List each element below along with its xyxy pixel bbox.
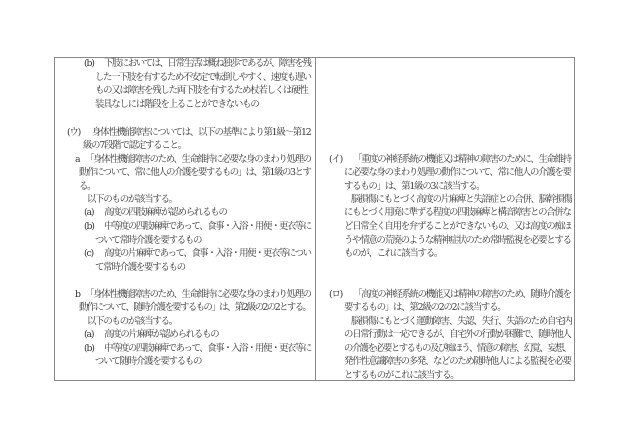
sub-label: (a) xyxy=(84,207,94,218)
text-line: 下肢においては、日常生活は概ね独歩であるが、障害を残 xyxy=(104,58,311,69)
text-line: て常時介護を要するもの xyxy=(95,262,185,273)
text-line: 「身体性機能障害のため、生命維持に必要な身のまわり処理の xyxy=(85,154,311,165)
sub-label: (c) xyxy=(84,248,93,259)
text-line: にもとづく用廃に準ずる程度の四肢麻痺と構音障害との合併な xyxy=(344,207,571,218)
note: 以下のものが該当する。 xyxy=(87,316,177,327)
item-label: (イ) xyxy=(329,154,343,165)
text-line: の介護を必要とするもの及び痴ほう、情意の障害、幻覚、妄想、 xyxy=(344,343,571,354)
text-line: 中等度の四肢麻痺であって、食事・入浴・用便・更衣等に xyxy=(104,221,311,232)
text-line: もの又は障害を残した両下肢を有するため杖若しくは硬性 xyxy=(95,85,308,96)
text-line: 脳損傷にもとづく高度の片麻痺と失語症との合併、脳幹損傷 xyxy=(351,194,572,205)
text-line: とするものがこれに該当する。 xyxy=(344,370,459,381)
section-heading: 級の7段階で認定すること。 xyxy=(83,140,186,151)
text-line: 発作性意識障害の多発、などのため随時他人による監視を必要 xyxy=(344,356,571,367)
text-line: 動作について、常に他人の介護を要するもの」は、第1級の3とす xyxy=(79,167,311,178)
text-line: 「重度の神経系統の機能又は精神の障害のために、生命維持 xyxy=(353,154,571,165)
text-line: ど日常全く自用を弁ずることができないもの、又は高度の痴ほ xyxy=(344,221,571,232)
text-line: 動作について、随時介護を要するもの」は、第2級の2の2とする。 xyxy=(79,302,311,313)
text-line: 要するもの」は、第2級の2の2に該当する。 xyxy=(344,302,506,313)
item-label: b xyxy=(75,289,80,300)
text-line: 高度の片麻痺が認められるもの xyxy=(104,329,219,340)
section-heading: 身体性機能障害については、以下の基準により第1級～第12 xyxy=(92,127,311,138)
sub-label: (a) xyxy=(84,329,94,340)
text-line: した一下肢を有するため不安定で転倒しやすく、速度も遅い xyxy=(95,72,311,83)
text-line: するもの」は、第1級の3に該当する。 xyxy=(344,181,485,192)
text-line: 「身体性機能障害のため、生命維持に必要な身のまわり処理の xyxy=(85,289,311,300)
section-label: (ウ) xyxy=(67,127,81,138)
text-line: 脳損傷にもとづく運動障害、失認、失行、失語のため自宅内 xyxy=(351,316,572,327)
text-line: うや情意の荒廃のような精神症状のため常時監視を必要とする xyxy=(344,235,571,246)
text-line: ものが、これに該当する。 xyxy=(344,248,443,259)
text-line: の日常行動は一応できるが、自宅外の行動が困難で、随時他人 xyxy=(344,329,571,340)
sub-label: (b) xyxy=(84,221,94,232)
text-line: ついて随時介護を要するもの xyxy=(95,356,202,367)
text-line: に必要な身のまわり処理の動作について、常に他人の介護を要 xyxy=(344,167,571,178)
sub-label: (b) xyxy=(84,343,94,354)
column-divider xyxy=(315,57,316,381)
item-label: a xyxy=(75,154,80,165)
text-line: ついて常時介護を要するもの xyxy=(95,235,202,246)
text-line: る。 xyxy=(79,181,96,192)
item-label: (b) xyxy=(84,58,94,69)
text-line: 中等度の四肢麻痺であって、食事・入浴・用便・更衣等に xyxy=(104,343,311,354)
text-line: 装具なしには階段を上ることができないもの xyxy=(95,99,259,110)
text-line: 高度の片麻痺であって、食事・入浴・用便・更衣等につい xyxy=(104,248,311,259)
note: 以下のものが該当する。 xyxy=(87,194,177,205)
text-line: 「高度の神経系統の機能又は精神の障害のため、随時介護を xyxy=(353,289,571,300)
text-line: 高度の四肢麻痺が認められるもの xyxy=(104,207,227,218)
item-label: (ロ) xyxy=(329,289,343,300)
